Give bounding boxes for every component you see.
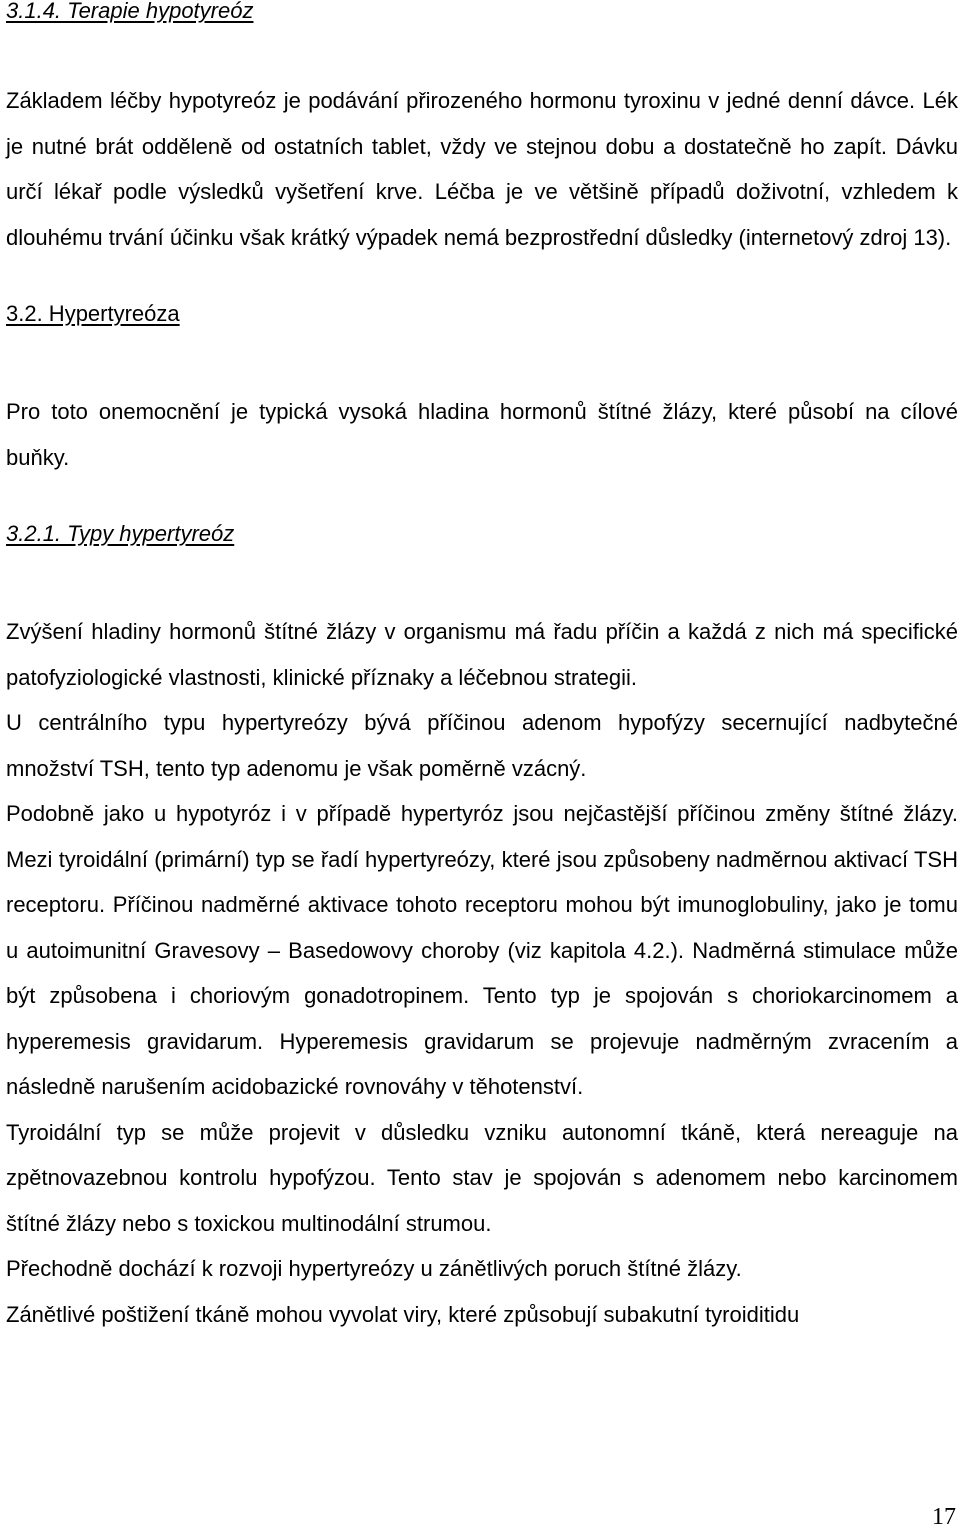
paragraph-hypertyreoza: Pro toto onemocnění je typická vysoká hladina hormonů štítné žlázy, které působí na cílové buňky. xyxy=(6,399,958,470)
section-heading-hypertyreoza: 3.2. Hypertyreóza xyxy=(6,301,180,326)
paragraph-zanetlive-poruchy: Přechodně dochází k rozvoji hypertyreózy u zánětlivých poruch štítné žlázy. xyxy=(6,1256,742,1281)
paragraph-viry: Zánětlivé poštižení tkáně mohou vyvolat viry, které způsobují subakutní tyroiditidu xyxy=(6,1301,800,1327)
document-page xyxy=(6,0,958,1337)
paragraph-tyroidalni-primarni: Podobně jako u hypotyróz i v případě hypertyróz jsou nejčastější příčinou změny štítné žlázy. Mezi tyroidální (primární) typ se řadí hypertyreózy, které jsou způsobeny nadměrnou aktivací TSH receptoru. Příčinou nadměrné aktivace tohoto receptoru mohou být imunoglobuliny, jako je tomu u autoimunitní Gravesovy – Basedowovy choroby (viz kapitola 4.2.). Nadměrná stimulace může být způsobena i choriovým gonadotropinem. Tento typ je spojován s choriokarcinomem a hyperemesis gravidarum. Hyperemesis gravidarum se projevuje nadměrným zvracením a následně narušením acidobazické rovnováhy v těhotenství. xyxy=(6,801,958,1099)
paragraph-centralni-typ: U centrálního typu hypertyreózy bývá příčinou adenom hypofýzy secernující nadbytečné množství TSH, tento typ adenomu je však poměrně vzácný. xyxy=(6,710,958,781)
paragraph-terapie: Základem léčby hypotyreóz je podávání přirozeného hormonu tyroxinu v jedné denní dávce. Lék je nutné brát odděleně od ostatních tablet, vždy ve stejnou dobu a dostatečně ho zapít. Dávku určí lékař podle výsledků vyšetření krve. Léčba je ve většině případů doživotní, vzhledem k dlouhému trvání účinku však krátký výpadek nemá bezprostřední důsledky (internetový zdroj 13). xyxy=(6,88,958,250)
section-heading-typy-hypertyreoz: 3.2.1. Typy hypertyreóz xyxy=(6,521,235,546)
paragraph-autonomni-tkan: Tyroidální typ se může projevit v důsledku vzniku autonomní tkáně, která nereaguje na zpětnovazebnou kontrolu hypofýzou. Tento stav je spojován s adenomem nebo karcinomem štítné žlázy nebo s toxickou multinodální strumou. xyxy=(6,1119,958,1236)
page-number: 17 xyxy=(932,1504,956,1530)
paragraph-zvyseni: Zvýšení hladiny hormonů štítné žlázy v organismu má řadu příčin a každá z nich má specifické patofyziologické vlastnosti, klinické příznaky a léčebnou strategii. xyxy=(6,619,958,690)
section-heading-terapie-hypotyreoz: 3.1.4. Terapie hypotyreóz xyxy=(6,0,254,23)
